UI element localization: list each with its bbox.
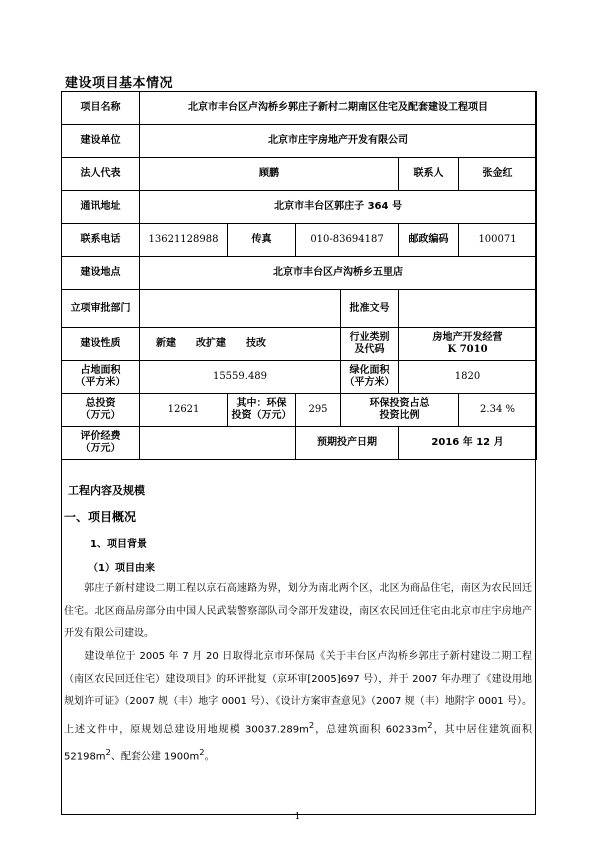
location-label: 建设地点 — [62, 257, 140, 290]
total-invest-label-line1: 总投资 — [85, 398, 116, 409]
project-name-value: 北京市丰台区卢沟桥乡郭庄子新村二期南区住宅及配套建设工程项目 — [140, 92, 537, 125]
row-project-name — [62, 92, 537, 125]
env-ratio-label-line2: 投资比例 — [379, 410, 420, 421]
eval-fee-value — [140, 427, 296, 460]
env-ratio-label-line1: 环保投资占总 — [369, 398, 430, 409]
industry-label-line2: 及代码 — [354, 344, 385, 355]
sup-m2-3: 2 — [105, 747, 111, 758]
green-area-label — [341, 361, 399, 394]
industry-label — [341, 328, 399, 361]
row-legal-rep — [62, 158, 537, 191]
row-invest — [62, 394, 537, 427]
legal-rep-value: 顾鹏 — [140, 158, 399, 191]
location-value: 北京市丰台区卢沟桥乡五里店 — [140, 257, 537, 290]
page-number: 1 — [294, 812, 301, 822]
row-approval — [62, 290, 537, 328]
nature-options — [140, 328, 341, 361]
start-date-label: 预期投产日期 — [296, 427, 399, 460]
env-invest-value: 295 — [296, 394, 341, 427]
legal-rep-label: 法人代表 — [62, 158, 140, 191]
nature-label: 建设性质 — [62, 328, 140, 361]
green-area-label-line1: 绿化面积 — [349, 365, 390, 376]
row-builder — [62, 125, 537, 158]
contact-label: 联系人 — [399, 158, 459, 191]
paragraph-approval-text-d: 、配套公建 1900m — [110, 751, 200, 763]
address-value: 北京市丰台区郭庄子 364 号 — [140, 191, 537, 224]
land-area-label-line1: 占地面积 — [80, 365, 121, 376]
builder-value: 北京市庄宇房地产开发有限公司 — [140, 125, 537, 158]
land-area-value: 15559.489 — [140, 361, 341, 394]
paragraph-approval-text-b: ，总建筑面积 60233m — [314, 723, 428, 735]
env-invest-label — [228, 394, 296, 427]
industry-value — [399, 328, 537, 361]
env-ratio-value: 2.34 % — [459, 394, 537, 427]
total-invest-label-line2: （万元） — [80, 410, 121, 421]
builder-label: 建设单位 — [62, 125, 140, 158]
nature-option-tech: 技改 — [246, 338, 266, 349]
eval-fee-label — [62, 427, 140, 460]
env-invest-label-line1: 其中：环保 — [236, 398, 287, 409]
green-area-label-line2: （平方米） — [344, 377, 395, 388]
paragraph-approval — [64, 646, 532, 769]
env-invest-label-line2: 投资（万元） — [231, 410, 292, 421]
heading-project-origin: （1）项目由来 — [88, 563, 155, 574]
fax-value: 010-83694187 — [296, 224, 399, 257]
eval-fee-label-line1: 评价经费 — [80, 431, 121, 442]
approval-no-value — [399, 290, 537, 328]
heading-project-overview: 一、项目概况 — [64, 510, 137, 524]
paragraph-approval-text: 建设单位于 2005 年 7 月 20 日取得北京市环保局《关于丰台区卢沟桥乡郭庄子新村建设二期工程（南区农民回迁住宅）建设项目》的环评批复（京环审[2005]697 号），并于 2007 年办理了《建设用地规划许可证》（2007 规（丰）地字 0001 号）、《设计方案审查意见》（2007 规（丰）地附字 0001 号）。上述文件中，原规划总建设用地规模 30037.289m — [64, 651, 532, 735]
postcode-label: 邮政编码 — [399, 224, 459, 257]
industry-code: K 7010 — [447, 344, 488, 355]
row-eval — [62, 427, 537, 460]
heading-project-background: 1、项目背景 — [90, 539, 147, 550]
fax-label: 传真 — [228, 224, 296, 257]
project-name-label: 项目名称 — [62, 92, 140, 125]
document-title: 建设项目基本情况 — [65, 76, 174, 91]
approval-no-label: 批准文号 — [341, 290, 399, 328]
postcode-value: 100071 — [459, 224, 537, 257]
phone-value: 13621128988 — [140, 224, 228, 257]
row-area — [62, 361, 537, 394]
land-area-label — [62, 361, 140, 394]
section-heading: 工程内容及规模 — [68, 484, 145, 497]
env-ratio-label — [341, 394, 459, 427]
row-address — [62, 191, 537, 224]
eval-fee-label-line2: （万元） — [80, 443, 121, 454]
approval-dept-label: 立项审批部门 — [62, 290, 140, 328]
industry-value-line1: 房地产开发经营 — [432, 332, 503, 343]
total-invest-label — [62, 394, 140, 427]
approval-dept-value — [140, 290, 341, 328]
sup-m2-1: 2 — [308, 719, 315, 730]
paragraph-approval-text-e: 。 — [204, 751, 215, 763]
green-area-value: 1820 — [399, 361, 537, 394]
row-phone — [62, 224, 537, 257]
paragraph-origin-text: 郭庄子新村建设二期工程以京石高速路为界，划分为南北两个区，北区为商品住宅，南区为农民回迁住宅。北区商品房部分由中国人民武装警察部队司令部开发建设，南区农民回迁住宅由北京市庄宇房地产开发有限公司建设。 — [64, 583, 532, 639]
start-date-value: 2016 年 12 月 — [399, 427, 537, 460]
paragraph-approval-text-c: ，其中居住建筑面积 52198m — [64, 723, 533, 763]
paragraph-origin — [64, 578, 532, 646]
address-label: 通讯地址 — [62, 191, 140, 224]
nature-option-new: 新建 — [156, 338, 176, 349]
sup-m2-4: 2 — [199, 747, 205, 758]
total-invest-value: 12621 — [140, 394, 228, 427]
project-info-table — [61, 91, 537, 460]
industry-label-line1: 行业类别 — [349, 332, 390, 343]
row-location — [62, 257, 537, 290]
nature-option-expand: 改扩建 — [196, 338, 226, 349]
sup-m2-2: 2 — [427, 719, 433, 730]
phone-label: 联系电话 — [62, 224, 140, 257]
contact-value: 张金红 — [459, 158, 537, 191]
land-area-label-line2: （平方米） — [75, 377, 126, 388]
row-nature — [62, 328, 537, 361]
